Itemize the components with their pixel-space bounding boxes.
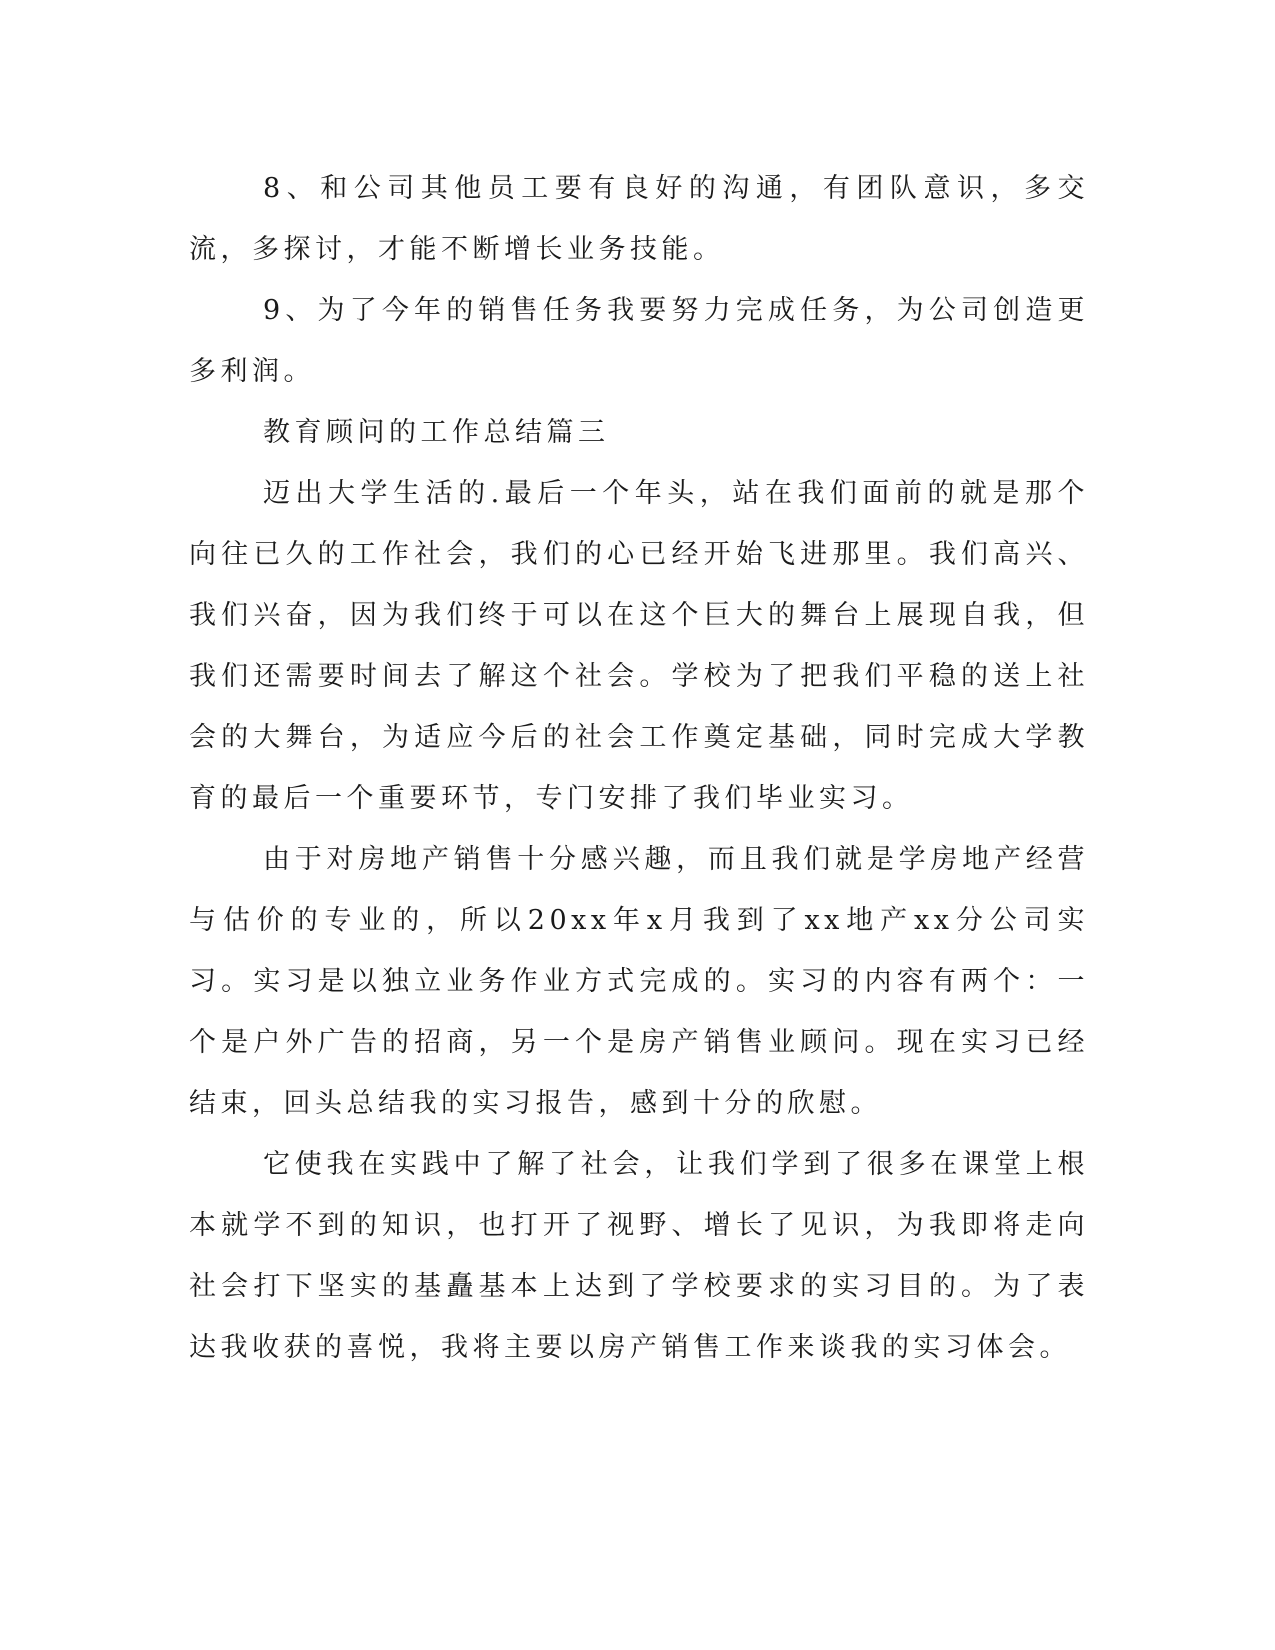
document-body — [189, 158, 1089, 1378]
paragraph-item-8: 8、和公司其他员工要有良好的沟通，有团队意识，多交流，多探讨，才能不断增长业务技能。 — [189, 173, 1089, 265]
paragraph-internship-details: 由于对房地产销售十分感兴趣，而且我们就是学房地产经营与估价的专业的，所以20xx年x月我到了xx地产xx分公司实习。实习是以独立业务作业方式完成的。实习的内容有两个：一个是户外广告的招商，另一个是房产销售业顾问。现在实习已经结束，回头总结我的实习报告，感到十分的欣慰。 — [189, 844, 1089, 1119]
paragraph-item-9: 9、为了今年的销售任务我要努力完成任务，为公司创造更多利润。 — [189, 295, 1089, 387]
paragraph-internship-intro: 迈出大学生活的.最后一个年头，站在我们面前的就是那个向往已久的工作社会，我们的心已经开始飞进那里。我们高兴、我们兴奋，因为我们终于可以在这个巨大的舞台上展现自我，但我们还需要时间去了解这个社会。学校为了把我们平稳的送上社会的大舞台，为适应今后的社会工作奠定基础，同时完成大学教育的最后一个重要环节，专门安排了我们毕业实习。 — [189, 478, 1089, 814]
section-heading: 教育顾问的工作总结篇三 — [263, 417, 610, 448]
paragraph-internship-gains: 它使我在实践中了解了社会，让我们学到了很多在课堂上根本就学不到的知识，也打开了视野、增长了见识，为我即将走向社会打下坚实的基矗基本上达到了学校要求的实习目的。为了表达我收获的喜悦，我将主要以房产销售工作来谈我的实习体会。 — [189, 1149, 1089, 1363]
